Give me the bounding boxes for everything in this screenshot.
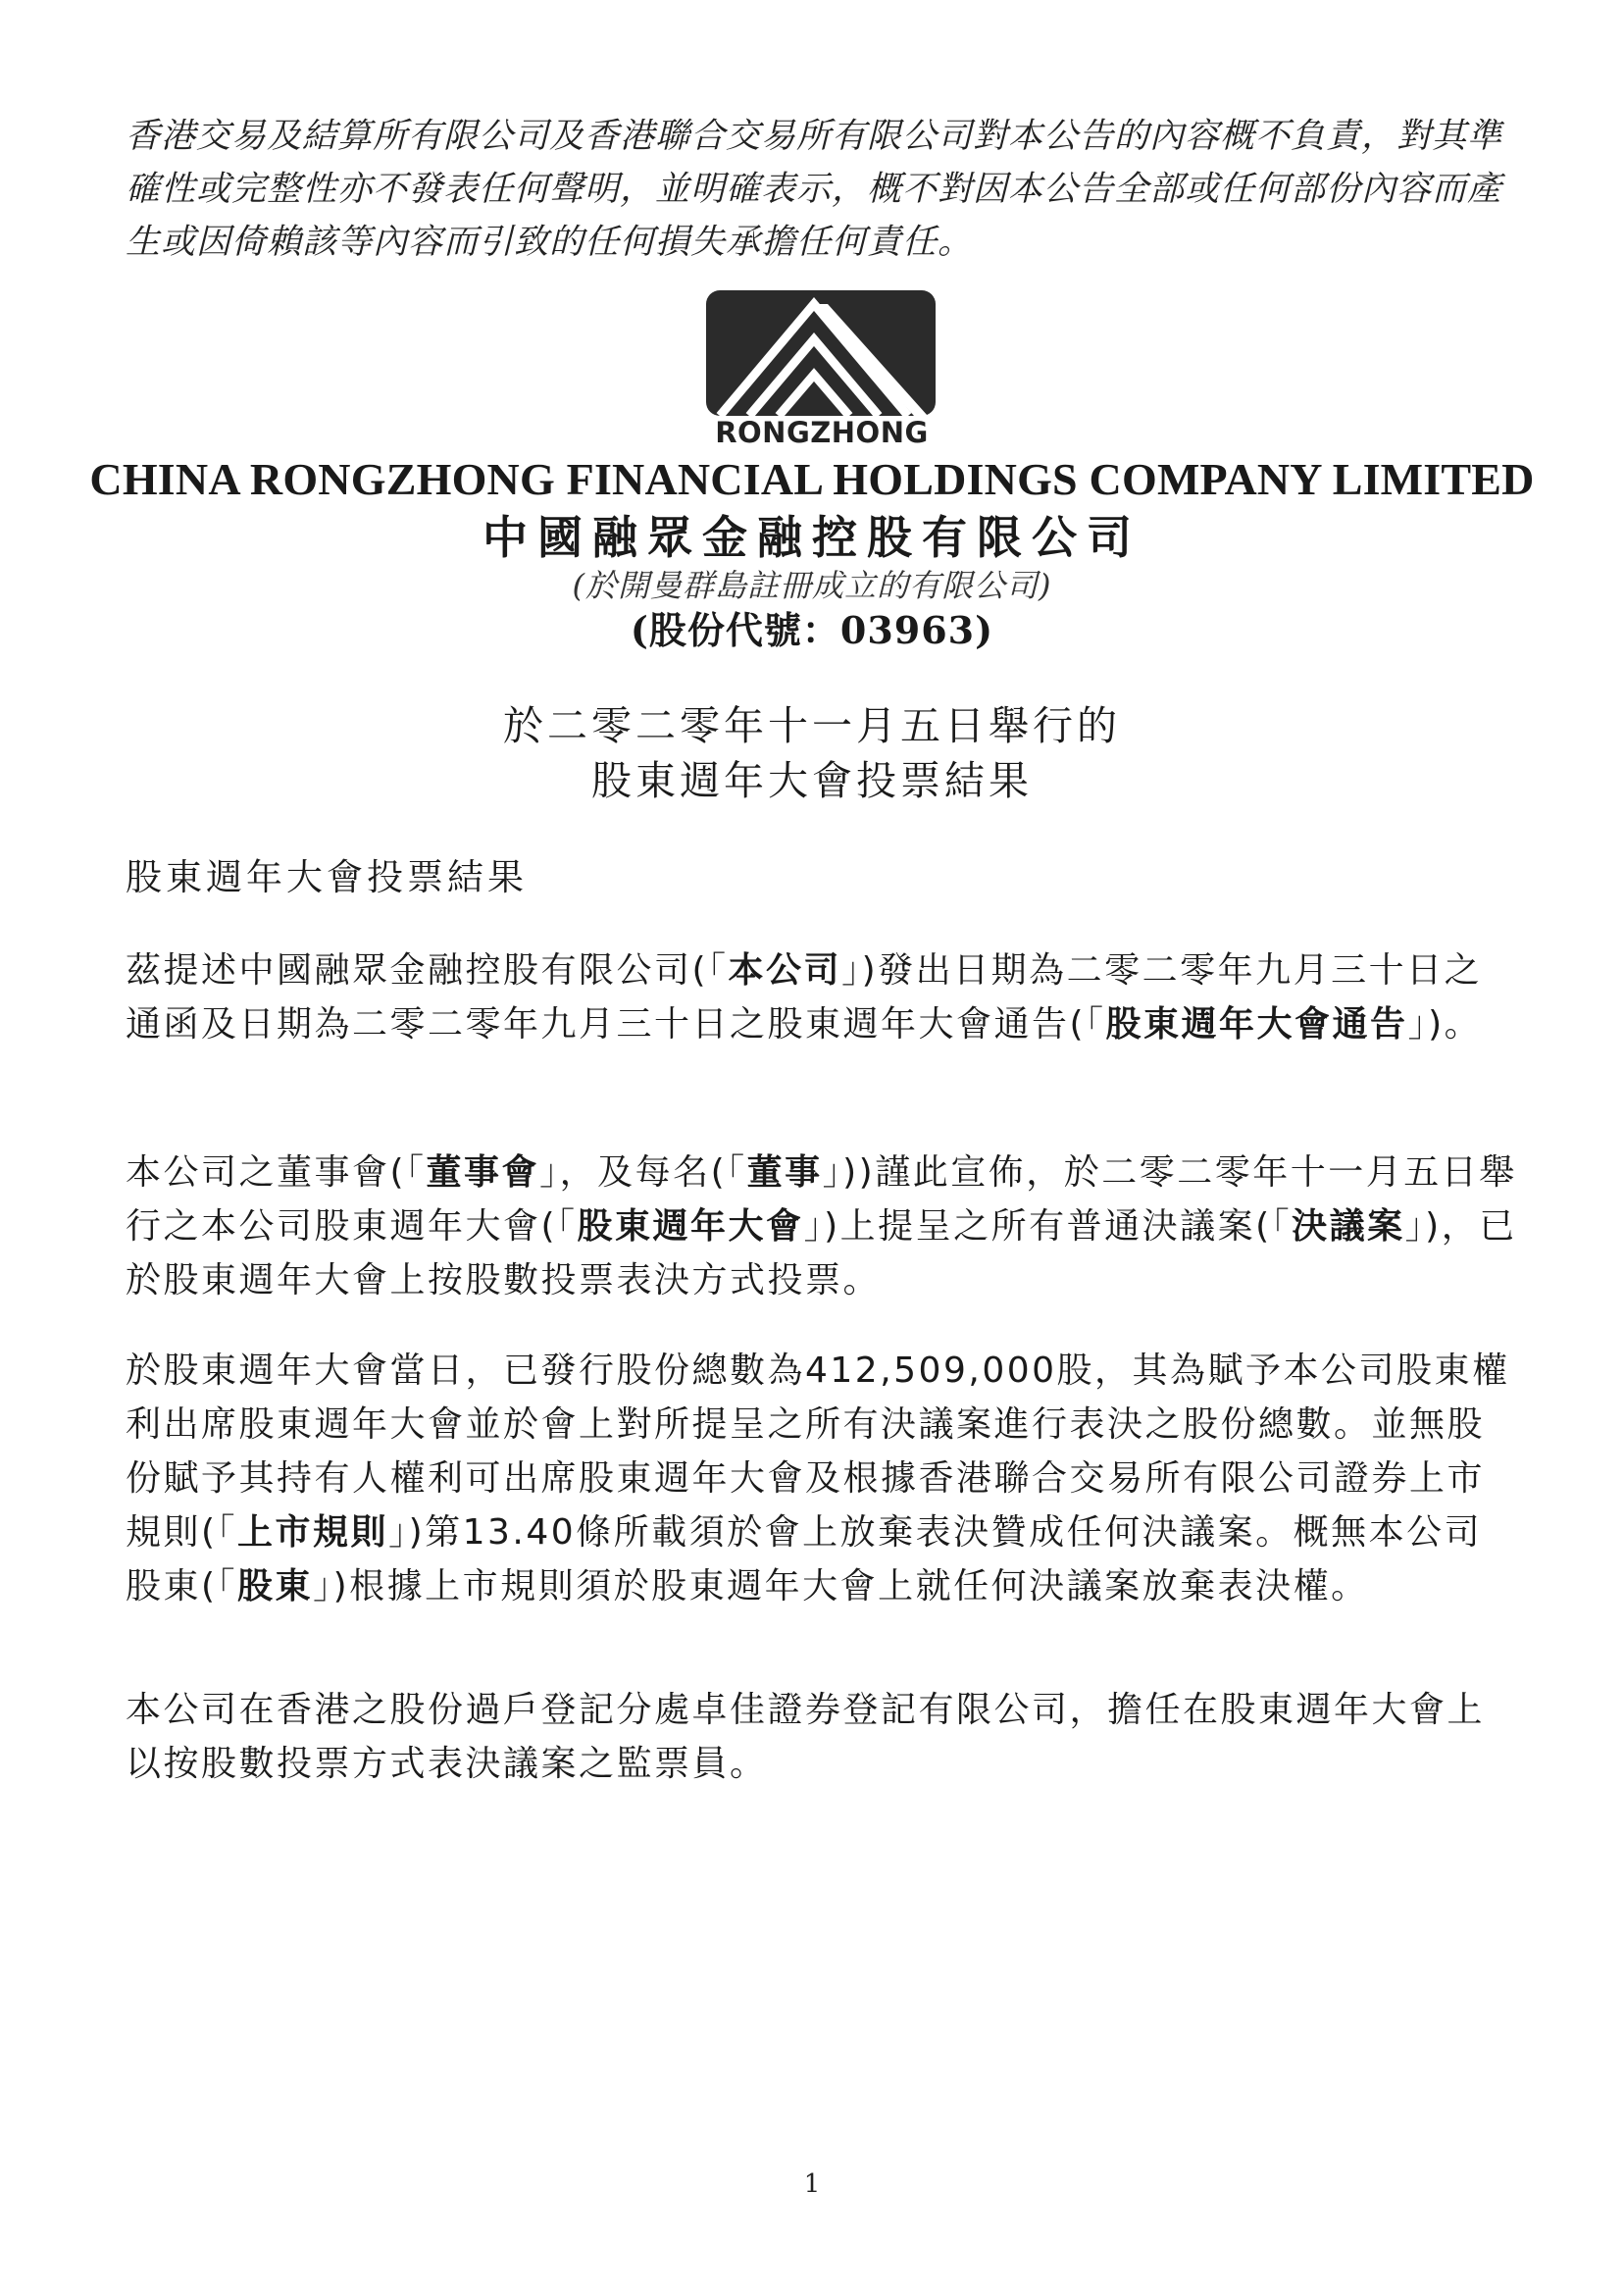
text-run: 本公司之董事會(「 <box>126 1152 427 1193</box>
text-run: 」，及每名(「 <box>539 1152 747 1193</box>
company-name-en: CHINA RONGZHONG FINANCIAL HOLDINGS COMPANY LIMITED <box>89 454 1535 504</box>
defined-term: 股東 <box>237 1566 314 1606</box>
document-title <box>59 698 1565 808</box>
paragraph-4: 本公司在香港之股份過戶登記分處卓佳證券登記有限公司，擔任在股東週年大會上以按股數投票方式表決議案之監票員。 <box>126 1690 1486 1784</box>
defined-term: 董事會 <box>426 1152 540 1193</box>
document-title-line-1: 於二零二零年十一月五日舉行的 <box>503 702 1121 749</box>
rongzhong-logo-icon <box>706 290 936 416</box>
section-heading: 股東週年大會投票結果 <box>126 856 528 898</box>
incorporation-note: (於開曼群島註冊成立的有限公司) <box>572 567 1052 604</box>
text-run: 於股東週年大會當日，已發行股份總數為412,509,000股，其為賦予本公司股東權利出席股東週年大會並於會上對所提呈之所有決議案進行表決之股份總數。並無股份賦予其持有人權利可出席股東週年大會及根據香港聯合交易所有限公司證券上市規則(「 <box>126 1351 1510 1553</box>
text-run: 」)發出日期為二零二零年九月三十日之通函及日期為二零二零年九月三十日之股東週年大會通告(「 <box>126 950 1483 1045</box>
defined-term: 股東週年大會 <box>577 1206 804 1247</box>
defined-term: 上市規則 <box>237 1512 389 1553</box>
text-run: 」)上提呈之所有普通決議案(「 <box>803 1206 1293 1247</box>
text-run: 茲提述中國融眾金融控股有限公司(「 <box>126 950 729 991</box>
disclaimer-text: 香港交易及結算所有限公司及香港聯合交易所有限公司對本公告的內容概不負責，對其準確性或完整性亦不發表任何聲明，並明確表示，概不對因本公告全部或任何部份內容而產生或因倚賴該等內容而引致的任何損失承擔任何責任。 <box>126 117 1503 262</box>
text-run: 」)，已於股東週年大會上按股數投票表決方式投票。 <box>126 1206 1517 1300</box>
logo-wordmark: RONGZHONG <box>715 416 929 449</box>
text-run: 」))謹此宣佈，於二零二零年十一月五日舉行之本公司股東週年大會(「 <box>126 1152 1517 1247</box>
company-name-zh: 中國融眾金融控股有限公司 <box>482 511 1142 564</box>
defined-term: 本公司 <box>728 950 842 991</box>
text-run: 」)第13.40條所載須於會上放棄表決贊成任何決議案。概無本公司股東(「 <box>126 1512 1483 1606</box>
text-run: 」)根據上市規則須於股東週年大會上就任何決議案放棄表決權。 <box>313 1566 1369 1606</box>
paragraph-2 <box>126 1146 1518 1307</box>
document-title-line-2: 股東週年大會投票結果 <box>591 757 1033 804</box>
page-number: 1 <box>803 2169 821 2199</box>
text-run: 」)。 <box>1407 1004 1483 1045</box>
defined-term: 董事 <box>746 1152 823 1193</box>
stock-code: (股份代號：03963) <box>630 608 994 652</box>
paragraph-3 <box>126 1344 1518 1613</box>
defined-term: 決議案 <box>1292 1206 1405 1247</box>
defined-term: 股東週年大會通告 <box>1105 1004 1408 1045</box>
paragraph-1 <box>126 943 1518 1051</box>
